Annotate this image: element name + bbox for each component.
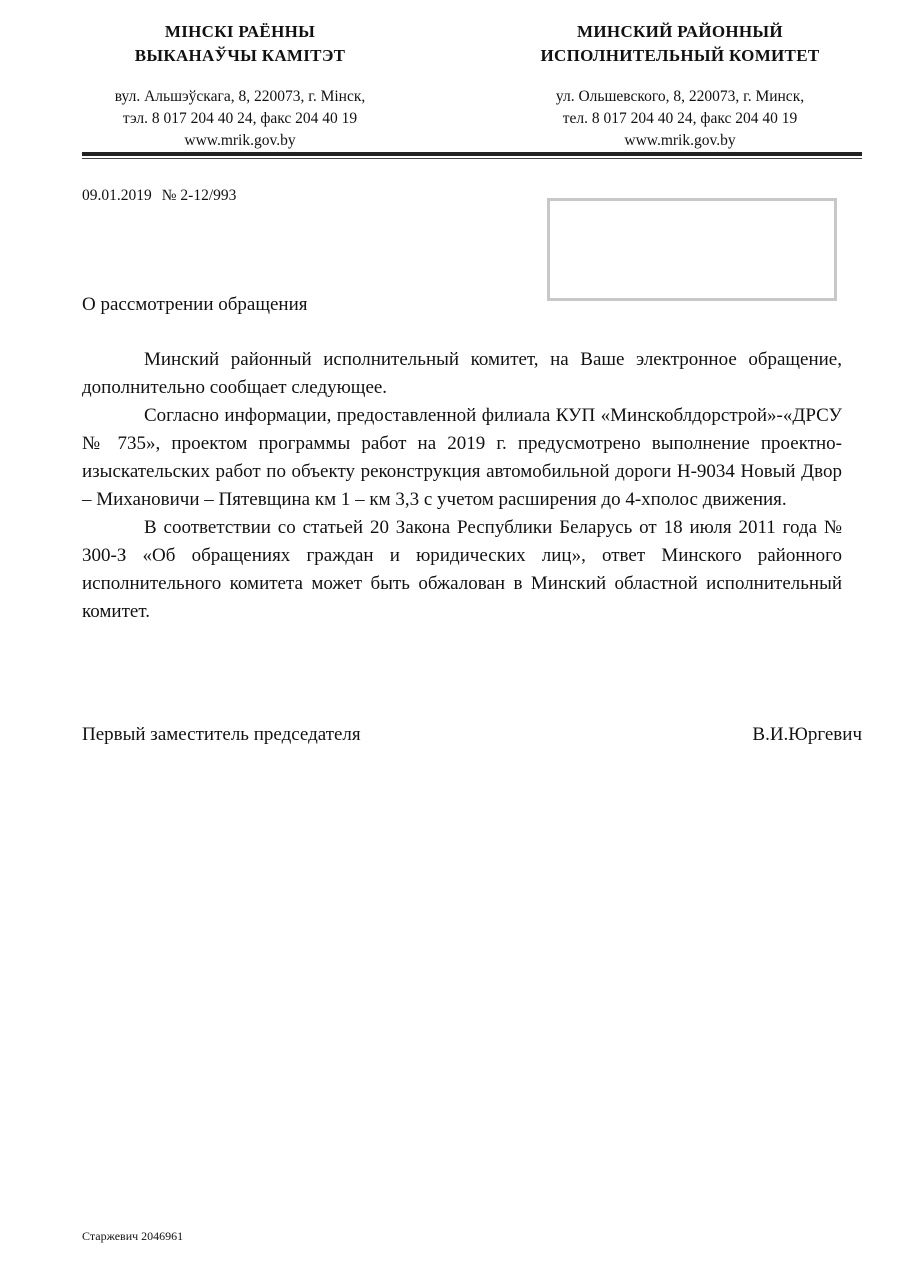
letterhead-phone-ru: тел. 8 017 204 40 24, факс 204 40 19 xyxy=(562,110,798,127)
letterhead-address-by: вул. Альшэўскага, 8, 220073, г. Мінск, xyxy=(114,88,366,105)
letterhead-website-by: www.mrik.gov.by xyxy=(184,132,296,149)
letterhead-contacts-by xyxy=(60,86,420,152)
letterhead-divider-thin xyxy=(82,158,862,159)
registration-date: 09.01.2019 xyxy=(82,187,152,204)
body-paragraph-2: Согласно информации, предоставленной филиала КУП «Минскоблдорстрой»-«ДРСУ № 735», проектом программы работ на 2019 г. предусмотрено выполнение проектно-изыскательских работ по объекту реконструкция автомобильной дороги Н-9034 Новый Двор – Михановичи – Пятевщина км 1 – км 3,3 с учетом расширения до 4-хполос движения. xyxy=(82,405,842,510)
letterhead-contacts-ru xyxy=(500,86,860,152)
registration-number: № 2-12/993 xyxy=(161,187,237,204)
letterhead-title-by xyxy=(60,20,420,68)
body-paragraph-3: В соответствии со статьей 20 Закона Республики Беларусь от 18 июля 2011 года № 300-З «Об обращениях граждан и юридических лиц», ответ Минского районного исполнительного комитета может быть обжалован в Минский областной исполнительный комитет. xyxy=(82,517,842,622)
letterhead-title-ru-line1: МИНСКИЙ РАЙОННЫЙ xyxy=(577,22,783,41)
executor-note: Старжевич 2046961 xyxy=(82,1229,184,1243)
letterhead-address-ru: ул. Ольшевского, 8, 220073, г. Минск, xyxy=(555,88,805,105)
letterhead-title-by-line2: ВЫКАНАЎЧЫ КАМІТЭТ xyxy=(134,46,346,65)
letterhead-russian xyxy=(500,20,860,152)
letterhead-phone-by: тэл. 8 017 204 40 24, факс 204 40 19 xyxy=(122,110,358,127)
letterhead-website-ru: www.mrik.gov.by xyxy=(624,132,736,149)
letterhead-title-ru xyxy=(500,20,860,68)
letterhead xyxy=(60,20,860,150)
body-paragraph-1: Минский районный исполнительный комитет, на Ваше электронное обращение, дополнительно сообщает следующее. xyxy=(82,349,842,398)
letter-body xyxy=(82,346,842,626)
letter-subject: О рассмотрении обращения xyxy=(82,294,308,315)
letterhead-belarusian xyxy=(60,20,420,152)
letterhead-title-by-line1: МІНСКІ РАЁННЫ xyxy=(164,22,316,41)
letterhead-divider-thick xyxy=(82,152,862,156)
redacted-addressee-box xyxy=(547,198,837,301)
letterhead-title-ru-line2: ИСПОЛНИТЕЛЬНЫЙ КОМИТЕТ xyxy=(540,46,820,65)
signatory-role: Первый заместитель председателя xyxy=(82,724,361,745)
signatory-name: В.И.Юргевич xyxy=(752,724,862,745)
registration-line xyxy=(82,186,236,206)
